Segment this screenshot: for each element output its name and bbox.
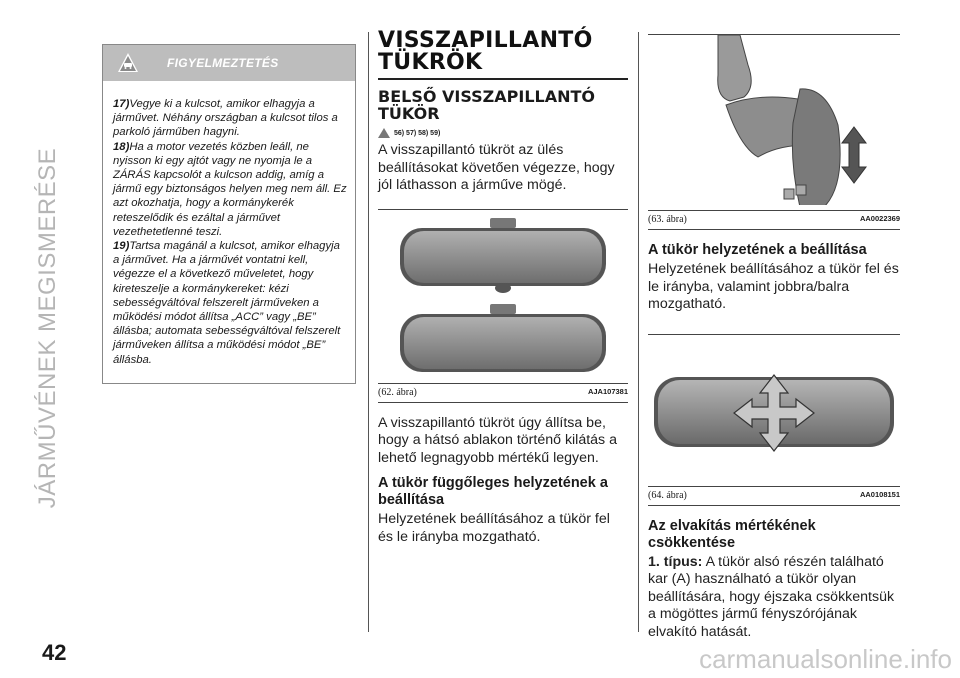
section-heading bbox=[378, 30, 628, 74]
side-title-text: JÁRMŰVÉNEK MEGISMERÉSE bbox=[34, 147, 61, 509]
heading-rule bbox=[378, 78, 628, 80]
figure-bottom-rule bbox=[378, 383, 628, 384]
vertical-adjust-text: Helyzetének beállításához a tükör fel és le irányba mozgatható. bbox=[378, 511, 610, 545]
warning-references bbox=[378, 128, 628, 138]
column-divider bbox=[368, 32, 369, 632]
dimming-heading: Az elvakítás mértékének csökkentése bbox=[648, 517, 816, 551]
figure-63-mirror-mount bbox=[648, 35, 900, 205]
position-text: Helyzetének beállításához a tükör fel és le irányba, valamint jobbra/balra mozgatható. bbox=[648, 261, 899, 312]
side-section-title bbox=[20, 28, 80, 628]
dimming-text bbox=[648, 554, 900, 642]
figure-64-mirror-arrows bbox=[648, 335, 900, 481]
figure-code: AA0022369 bbox=[859, 214, 900, 223]
section-heading-line: TÜKRÖK bbox=[378, 50, 483, 75]
reference-numbers: 56) 57) 58) 59) bbox=[394, 129, 441, 137]
warning-header bbox=[103, 45, 355, 81]
figure-number: (62. ábra) bbox=[378, 386, 417, 398]
warning-title: FIGYELMEZTETÉS bbox=[167, 56, 279, 70]
warning-item-number: 17) bbox=[113, 98, 130, 110]
page-number: 42 bbox=[42, 640, 67, 665]
subsection-heading bbox=[378, 88, 628, 122]
figure-62-caption bbox=[378, 387, 628, 398]
figure-bottom-rule bbox=[648, 486, 900, 487]
position-heading: A tükör helyzetének a beállítása bbox=[648, 242, 867, 258]
figure-bottom-rule bbox=[648, 210, 900, 211]
subsection-heading-line: BELSŐ VISSZAPILLANTÓ bbox=[378, 87, 596, 106]
warning-item-text: Ha a motor vezetés közben leáll, ne nyisson ki egy ajtót vagy ne nyomja le a ZÁRÁS kapcsolót a kulcson addig, amíg a jármű egy biztonságos helyen meg nem áll. Ez azt okozhatja, hogy a kormánykerék reteszelődik és ezáltal a járművet vezethetetlenné teszi. bbox=[113, 140, 347, 238]
type1-text: A tükör alsó részén található kar (A) használható a tükör olyan beállítására, hogy éjszaka csökkentsük a mögöttes jármű fényszórójának elvakító hatását. bbox=[648, 553, 895, 640]
column-mirrors bbox=[378, 30, 628, 546]
warning-item-number: 18) bbox=[113, 140, 130, 153]
warning-body bbox=[103, 81, 355, 367]
vertical-adjust-heading: A tükör függőleges helyzetének a beállítása bbox=[378, 475, 608, 508]
warning-item bbox=[113, 239, 349, 367]
figure-64-caption bbox=[648, 490, 900, 501]
adjust-paragraph: A visszapillantó tükröt úgy állítsa be, hogy a hátsó ablakon történő kilátás a lehető legnagyobb mértékű legyen. bbox=[378, 414, 617, 466]
intro-paragraph: A visszapillantó tükröt az ülés beállításokat követően végezze, hogy jól láthasson a járműve mögé. bbox=[378, 142, 615, 193]
section-heading-line: VISSZAPILLANTÓ bbox=[378, 28, 593, 53]
watermark: carmanualsonline.info bbox=[699, 644, 952, 674]
caption-rule bbox=[378, 402, 628, 403]
figure-63-caption bbox=[648, 214, 900, 225]
subsection-heading-line: TÜKÖR bbox=[378, 104, 440, 123]
figure-number: (63. ábra) bbox=[648, 214, 687, 225]
warning-item bbox=[113, 140, 349, 239]
figure-number: (64. ábra) bbox=[648, 489, 687, 501]
warning-car-icon bbox=[117, 52, 139, 74]
vertical-arrow-icon bbox=[842, 127, 866, 183]
figure-code: AJA107381 bbox=[587, 386, 628, 396]
reference-warning-icon bbox=[378, 128, 390, 138]
caption-rule bbox=[648, 505, 900, 506]
warning-item bbox=[113, 97, 349, 140]
column-adjustment bbox=[648, 34, 900, 641]
warning-box bbox=[102, 44, 356, 384]
type1-label: 1. típus: bbox=[648, 553, 703, 570]
warning-item-text: Vegye ki a kulcsot, amikor elhagyja a járművet. Néhány országban a kulcsot tilos a parkoló járműben hagyni. bbox=[113, 98, 338, 139]
figure-code: AA0108151 bbox=[859, 489, 900, 499]
warning-item-text: Tartsa magánál a kulcsot, amikor elhagyja a járművet. Ha a járművét vontatni kell, végezze el a következő műveletet, hogy kireteszelje a kormánykereket: kézi sebességváltóval felszerelt járműveken a működési módot állítsa „ACC” vagy „BE” állásba; automata sebességváltóval felszerelt járműveken állítsa a működési módot „BE” állásba. bbox=[113, 240, 341, 366]
caption-rule bbox=[648, 229, 900, 230]
column-divider bbox=[638, 32, 639, 632]
warning-item-number: 19) bbox=[113, 240, 130, 253]
figure-62-mirrors bbox=[378, 210, 628, 378]
